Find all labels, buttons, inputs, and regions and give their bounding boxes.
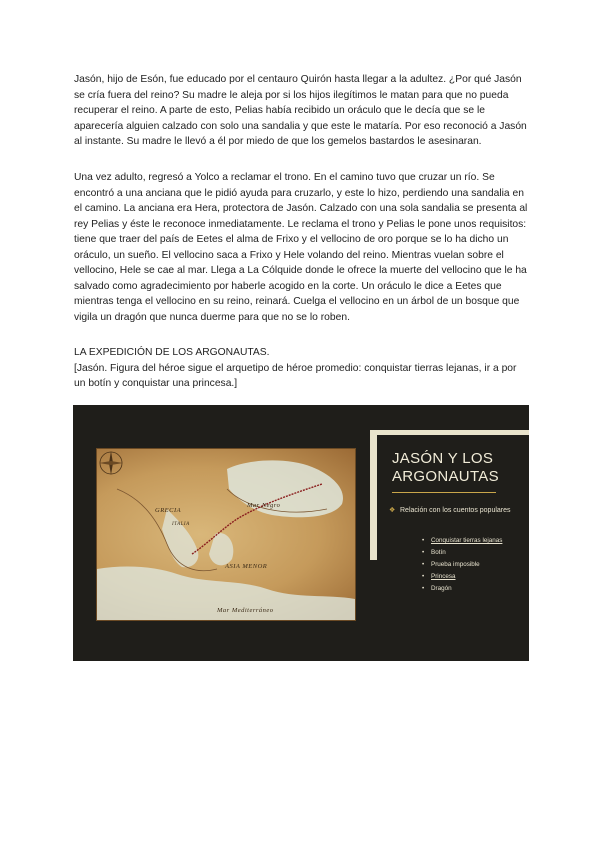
title-underline xyxy=(392,492,496,493)
ancient-map-image xyxy=(96,448,356,621)
map-label-mar-negro: Mar Negro xyxy=(247,502,281,509)
map-label-italia: ITALIA xyxy=(172,522,190,527)
paragraph-intro: Jasón, hijo de Esón, fue educado por el centauro Quirón hasta llegar a la adultez. ¿Por qué Jasón se cría fuera del reino? Su madre le aleja por si los hijos ilegítimos le matan para que no pueda recuperar el reino. A parte de esto, Pelias había recibido un oráculo que le decía que se le aparecería alguien calzado con solo una sandalia y que este le mataría. Por eso reconoció a Jasón al instante. Su madre le llevó a él por miedo de que los gemelos bastardos le asesinaran. xyxy=(74,74,527,147)
map-label-mar-mediterraneo: Mar Mediterráneo xyxy=(217,607,274,614)
compass-rose-icon xyxy=(97,449,125,477)
title-card-bar-horizontal xyxy=(370,430,529,435)
bullet-diamond-icon: ❖ xyxy=(389,507,396,514)
title-card-bar-vertical xyxy=(370,430,377,560)
sub-bullet-item: • Dragón xyxy=(431,585,526,593)
sub-bullet-item[interactable]: • Conquistar tierras lejanas xyxy=(431,537,526,545)
paragraph-expedition: LA EXPEDICIÓN DE LOS ARGONAUTAS. [Jasón. Figura del héroe sigue el arquetipo de héroe promedio: conquistar tierras lejanas, ir a por un botín y conquistar una princesa.] xyxy=(74,347,517,389)
sub-bullet-item: • Prueba imposible xyxy=(431,561,526,569)
sub-bullet-item: • Botín xyxy=(431,549,526,557)
main-bullet-text: Relación con los cuentos populares xyxy=(400,507,511,514)
map-label-grecia: GRECIA xyxy=(155,507,182,514)
paragraph-story: Una vez adulto, regresó a Yolco a reclamar el trono. En el camino tuvo que cruzar un río. Se encontró a una anciana que le pidió ayuda para cruzarlo, y este lo hizo, perdiendo una sandalia en el camino. La anciana era Hera, protectora de Jasón. Calzado con una sola sandalia se presenta al rey Pelias y éste le reconoce inmediatamente. Le reclama el trono y Pelias le pone unos requisitos: tiene que traer del país de Eetes el alma de Frixo y el vellocino de oro porque se lo ha dicho un oráculo, un sueño. El vellocino saca a Frixo y Hele volando del reino. Mientras vuelan sobre el vellocino, Hele se cae al mar. Llega a La Cólquide donde le ofrece la muerte del vellocino que le ha salvado como agradecimiento por haberle acogido en la corte. Un oráculo le dice a Eetes que mientras tenga el vellocino en su reino, reinará. Cuelga el vellocino en un árbol de un bosque que vigila un dragón que nunca duerme para que no se lo roben. xyxy=(74,172,528,323)
slide-title: JASÓN Y LOS ARGONAUTAS xyxy=(392,450,499,485)
embedded-slide xyxy=(73,405,529,661)
slide-main-bullet xyxy=(389,506,520,515)
sub-bullet-item[interactable]: • Princesa xyxy=(431,573,526,581)
map-drawing xyxy=(97,449,355,620)
map-label-asia-menor: ASIA MENOR xyxy=(225,563,268,570)
slide-sub-bullets xyxy=(431,537,526,597)
